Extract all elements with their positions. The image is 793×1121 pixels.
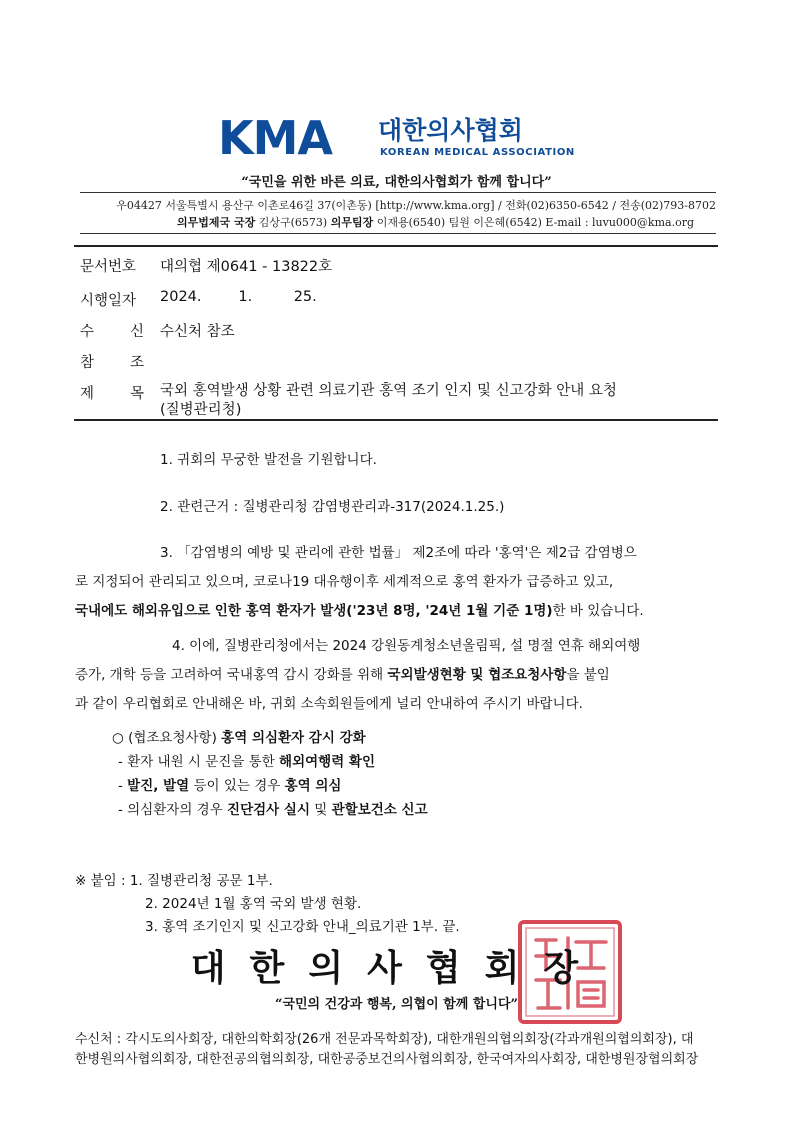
team-label: 의무팀장 bbox=[330, 216, 374, 229]
request-item-1: - 환자 내원 시 문진을 통한 해외여행력 확인 bbox=[118, 754, 376, 770]
document-header-table bbox=[74, 245, 718, 422]
team-text: 이재용(6540) 팀원 이은혜(6542) E-mail : luvu000@kma.org bbox=[373, 216, 694, 229]
attachments-label: ※ 붙임 : bbox=[75, 873, 130, 889]
address-line: 우04427 서울특별시 용산구 이촌로46길 37(이촌동) [http://www.kma.org] / 전화(02)6350-6542 / 전송(02)793-8702 bbox=[116, 199, 716, 212]
subject-line-2: (질병관리청) bbox=[160, 402, 242, 418]
date-value: 2024. 1. 25. bbox=[160, 289, 317, 305]
paragraph-4-line-3: 과 같이 우리협회로 안내해온 바, 귀회 소속회원들에게 널리 안내하여 주시기 바랍니다. bbox=[75, 696, 583, 712]
dept-text: 김상구(6573) bbox=[255, 216, 331, 229]
kma-logo bbox=[218, 111, 578, 165]
header-divider bbox=[74, 419, 718, 421]
paragraph-2: 2. 관련근거 : 질병관리청 감염병관리과-317(2024.1.25.) bbox=[160, 499, 505, 515]
paragraph-3-line-2: 로 지정되어 관리되고 있으며, 코로나19 대유행이후 세계적으로 홍역 환자가 급증하고 있고, bbox=[75, 574, 614, 590]
request-item-2: - 발진, 발열 등이 있는 경우 홍역 의심 bbox=[118, 778, 342, 794]
recipients-list bbox=[75, 1030, 698, 1070]
reference-label: 참 조 bbox=[80, 355, 144, 371]
recipients-line-2: 한병원의사협의회장, 대한전공의협의회장, 대한공중보건의사협의회장, 한국여자의사회장, 대한병원장협의회장 bbox=[75, 1052, 699, 1067]
date-label: 시행일자 bbox=[80, 293, 137, 309]
logo-org-name-ko: 대한의사협회 bbox=[378, 116, 523, 145]
doc-number-row bbox=[74, 249, 718, 278]
attachment-item-3: 3. 홍역 조기인지 및 신고강화 안내_의료기관 1부. 끝. bbox=[145, 919, 460, 935]
footer-slogan: “국민의 건강과 행복, 의협이 함께 합니다” bbox=[274, 997, 519, 1012]
attachment-item-1: ※ 붙임 : 1. 질병관리청 공문 1부. bbox=[75, 873, 273, 889]
overseas-status-highlight: 국외발생현황 bbox=[387, 667, 466, 683]
paragraph-3-line-1: 3. 「감염병의 예방 및 관리에 관한 법률」 제2조에 따라 '홍역'은 제2급 감염병으 bbox=[160, 545, 637, 561]
paragraph-4-line-1: 4. 이에, 질병관리청에서는 2024 강원동계청소년올림픽, 설 명절 연휴 해외여행 bbox=[172, 638, 641, 654]
paragraph-1: 1. 귀회의 무궁한 발전을 기원합니다. bbox=[160, 452, 377, 468]
cooperation-requests bbox=[112, 726, 428, 822]
request-heading: ○ (협조요청사항) 홍역 의심환자 감시 강화 bbox=[112, 730, 366, 746]
date-row bbox=[74, 283, 718, 312]
signature-title: 대한의사협회장 bbox=[190, 947, 603, 989]
header-slogan: “국민을 위한 바른 의료, 대한의사협회가 함께 합니다” bbox=[241, 175, 552, 190]
recipient-row bbox=[74, 314, 718, 343]
paragraph-3 bbox=[75, 539, 720, 626]
doc-number-label: 문서번호 bbox=[80, 259, 137, 275]
cooperation-request-highlight: 협조요청사항 bbox=[488, 667, 567, 683]
reference-row bbox=[74, 345, 718, 374]
logo-kma-text: KMA bbox=[218, 111, 333, 165]
inflow-case-highlight: 국내에도 해외유입으로 인한 홍역 환자가 발생('23년 8명, '24년 1월 기준 1명) bbox=[75, 603, 553, 619]
paragraph-4 bbox=[75, 632, 720, 719]
contact-line bbox=[177, 214, 694, 230]
doc-number-value: 대의협 제0641 - 13822호 bbox=[160, 259, 333, 275]
attachment-item-2: 2. 2024년 1월 홍역 국외 발생 현황. bbox=[145, 896, 362, 912]
recipients-line-1: 수신처 : 각시도의사회장, 대한의학회장(26개 전문과목학회장), 대한개원의협의회장(각과개원의협의회장), 대 bbox=[75, 1032, 694, 1047]
subject-line-1: 국외 홍역발생 상황 관련 의료기관 홍역 조기 인지 및 신고강화 안내 요청 bbox=[160, 383, 617, 399]
request-item-3: - 의심환자의 경우 진단검사 실시 및 관할보건소 신고 bbox=[118, 802, 428, 818]
logo-org-name-en: KOREAN MEDICAL ASSOCIATION bbox=[380, 147, 575, 158]
subject-row bbox=[74, 376, 718, 422]
recipient-label: 수 신 bbox=[80, 324, 144, 340]
attachments bbox=[75, 870, 460, 939]
paragraph-3-line-3: 국내에도 해외유입으로 인한 홍역 환자가 발생('23년 8명, '24년 1월 기준 1명)한 바 있습니다. bbox=[75, 603, 644, 619]
contact-box bbox=[80, 192, 716, 234]
dept-label: 의무법제국 국장 bbox=[177, 216, 256, 229]
subject-label: 제 목 bbox=[80, 386, 144, 402]
paragraph-4-line-2: 증가, 개학 등을 고려하여 국내홍역 감시 강화를 위해 국외발생현황 및 협조요청사항을 붙임 bbox=[75, 667, 610, 683]
subject-value bbox=[160, 382, 617, 420]
recipient-value: 수신처 참조 bbox=[160, 324, 235, 340]
